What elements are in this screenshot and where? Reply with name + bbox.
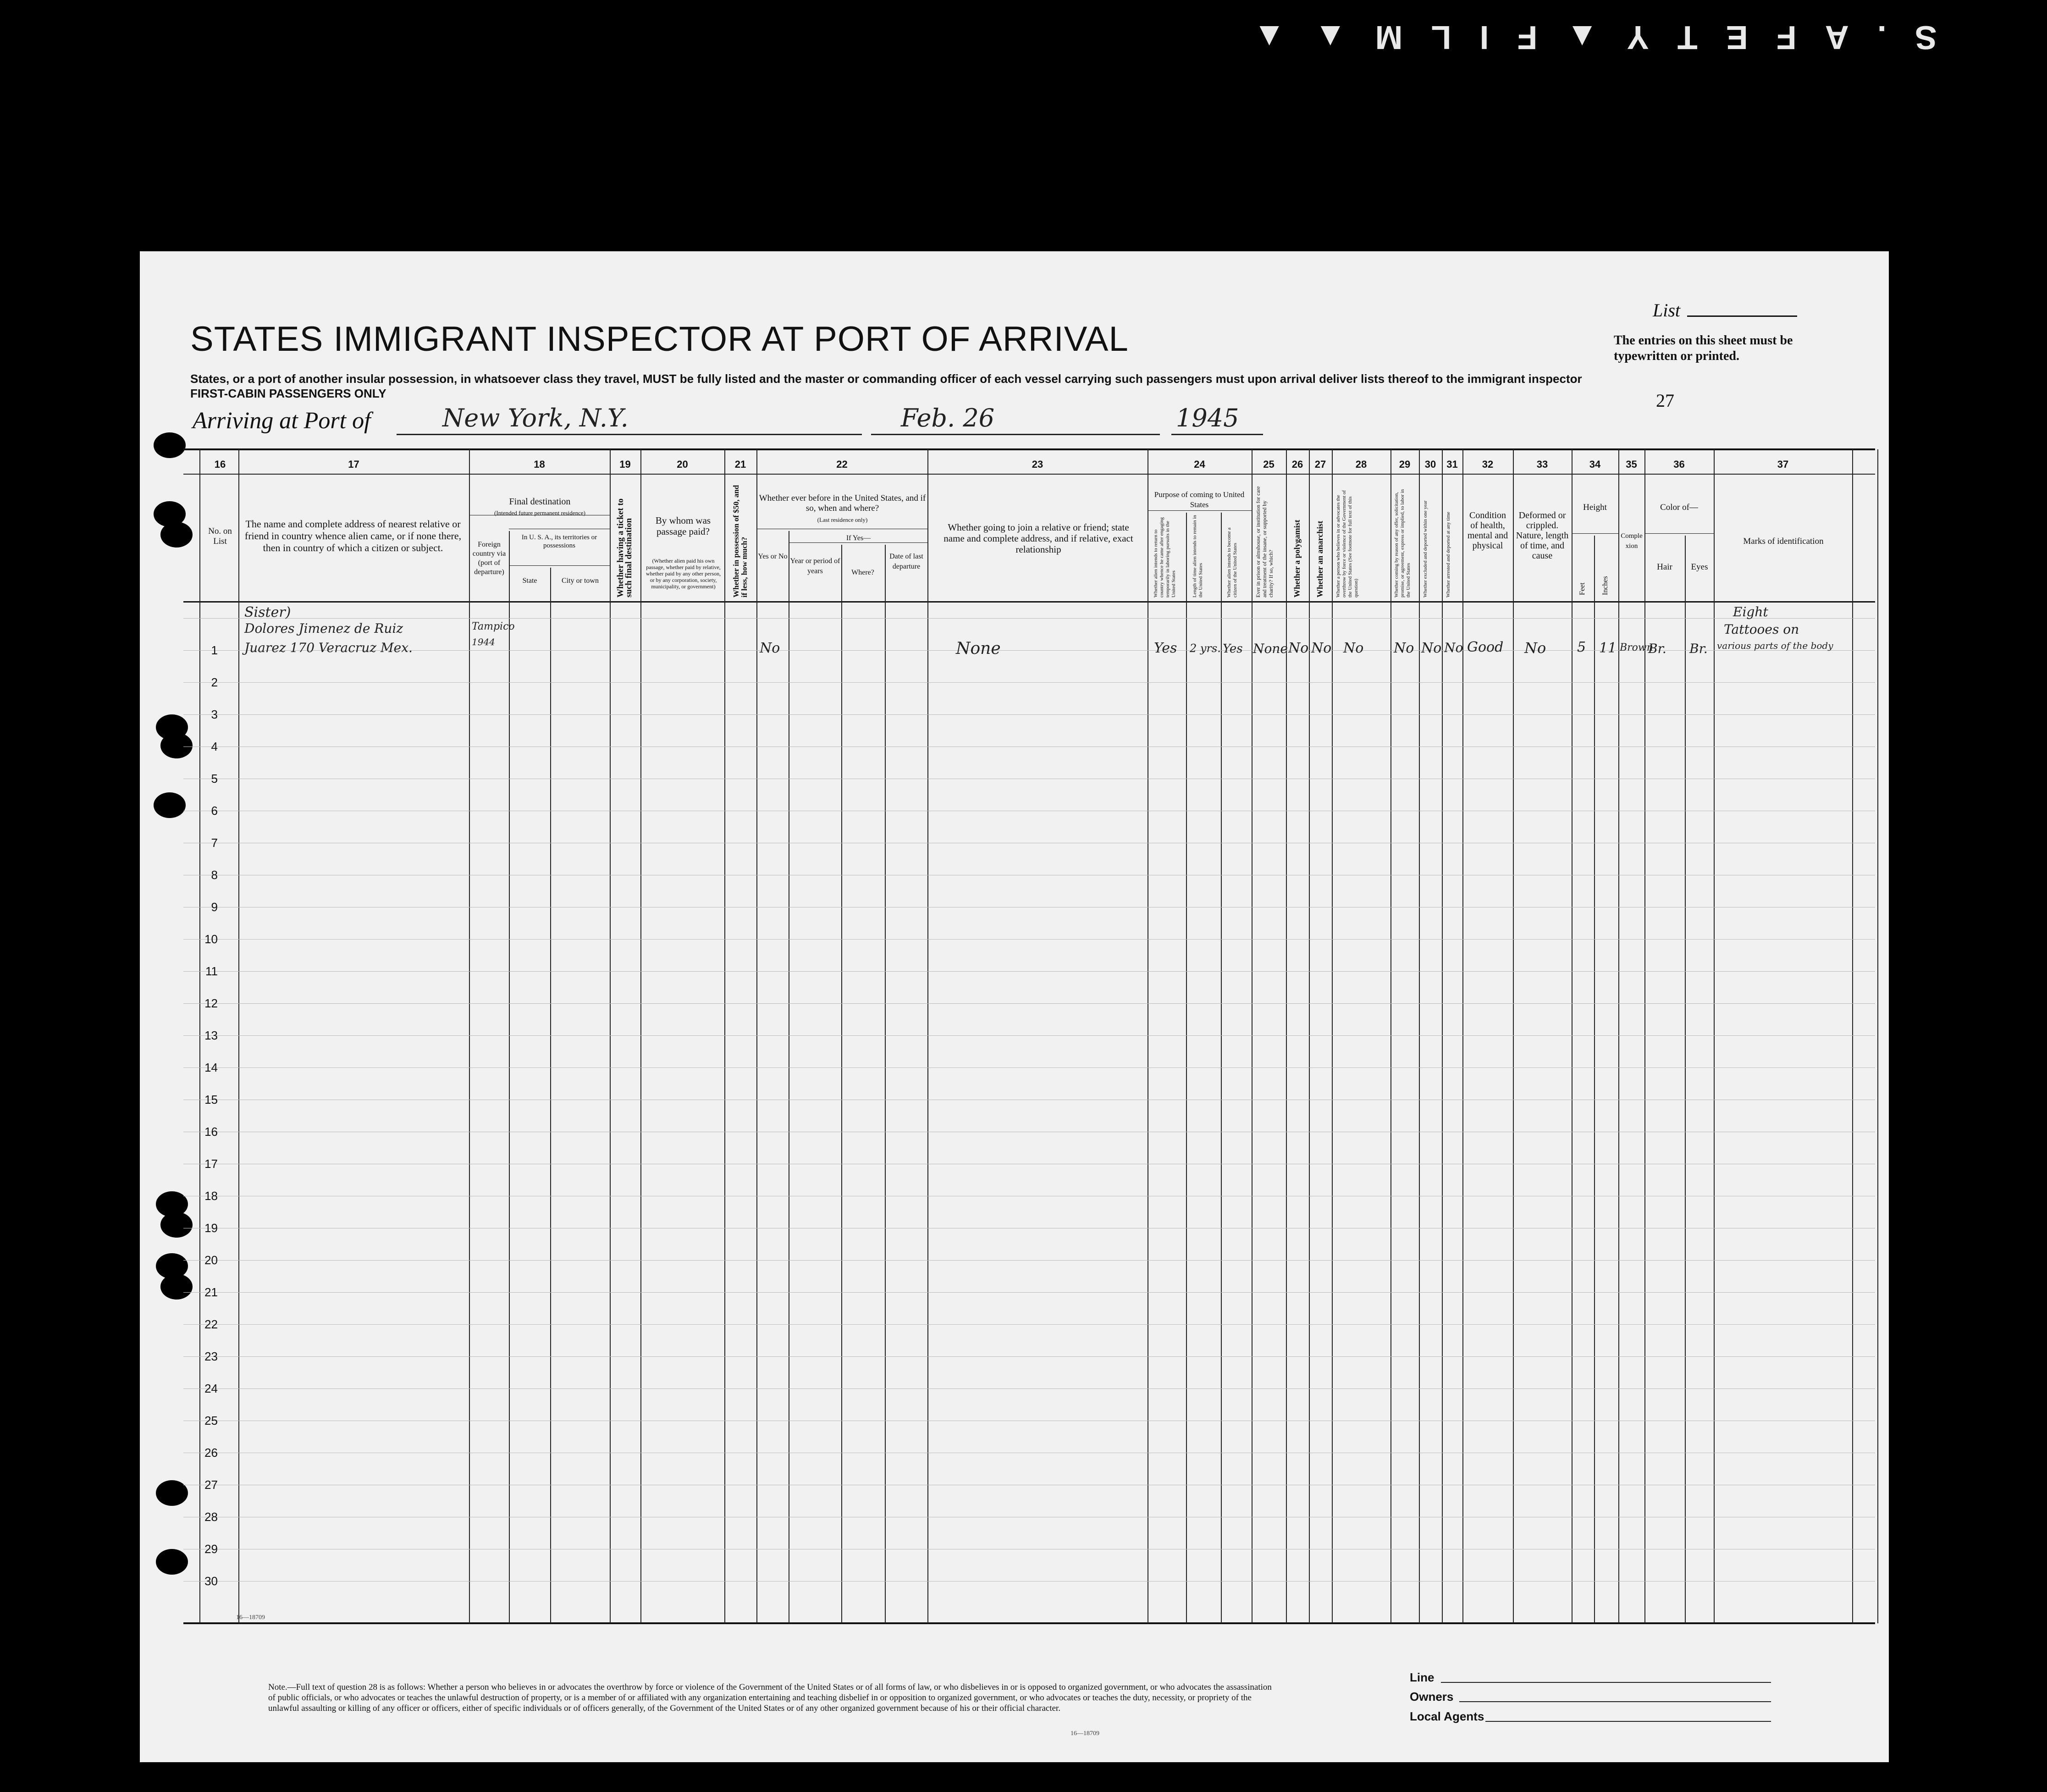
subcol-rule [1148,510,1252,511]
header-join-relative: Whether going to join a relative or friend; state name and complete address, and if relative, exact relationship [943,522,1133,555]
header-no-on-list: No. on List [208,526,232,546]
header-height: Height [1583,503,1607,512]
column-divider [469,449,470,1623]
header-ticket: Whether having a ticket to such final destination [616,498,634,597]
header-city: City or town [562,577,599,585]
header-polygamist: Whether a polygamist [1292,520,1302,597]
column-divider [927,449,928,1623]
column-number: 29 [1399,459,1411,470]
header-marks: Marks of identification [1743,536,1824,546]
row-rule [183,1581,1875,1582]
column-divider [1309,449,1310,1623]
column-divider [640,449,641,1623]
entry-contract-labor: No [1394,640,1414,656]
entry-relative-line-2: Dolores Jimenez de Ruiz [244,621,403,636]
header-excluded: Whether excluded and deported within one year [1423,500,1428,597]
header-contract-labor: Whether coming by reason of any offer, solicitation, promise, or agreement, express or implied, to labor in the United States [1394,489,1411,597]
header-final-destination-sub: (Intended future permanent residence) [494,509,585,516]
subheader-rule [183,474,1875,475]
subtitle-line-1: States, or a port of another insular possession, in whatsoever class they travel, MUST be fully listed and the master or commanding officer of each vessel carrying such passengers must upon arrival deliver lists thereof to the immigrant inspector [190,372,1582,386]
year-underline [1171,434,1263,435]
column-divider [1186,513,1187,1623]
column-number: 22 [836,459,848,470]
column-divider [1462,449,1463,1623]
header-passage-sub: (Whether alien paid his own passage, whether paid by relative, whether paid by any other person, or by any corporation, society, municipality, or government) [646,558,721,590]
subcol-rule [509,565,610,566]
row-number: 10 [204,932,218,946]
row-rule [183,1003,1875,1004]
row-number: 11 [205,964,218,978]
subtitle [190,371,1657,401]
row-number: 17 [204,1157,218,1171]
header-in-usa: In U. S. A., its territories or possessions [521,534,597,549]
column-number: 28 [1355,459,1367,470]
sheet-number: 27 [1656,390,1674,411]
header-complexion: Complexion [1621,532,1643,550]
date-underline [871,434,1160,435]
row-number: 2 [211,675,218,689]
column-divider [1332,449,1333,1623]
column-divider [1685,536,1686,1623]
form-number-left: 16—18709 [236,1614,265,1621]
port-value: New York, N.Y. [442,404,629,432]
entry-marks-line-3: various parts of the body [1717,640,1833,651]
entry-join-relative: None [956,639,1001,658]
year-value: 1945 [1176,404,1239,432]
entry-marks-line-2: Tattooes on [1724,622,1799,637]
column-number: 30 [1424,459,1436,470]
arriving-label: Arriving at Port of [193,408,371,434]
row-rule [183,939,1875,940]
header-where: Where? [851,569,874,576]
header-prison: Ever in prison or almshouse, or institution for care and treatment of the insane, or supported by charity? If so, which? [1255,486,1274,597]
row-number: 21 [204,1285,218,1299]
row-number: 3 [211,708,218,721]
row-number: 16 [204,1125,218,1139]
column-divider [238,449,239,1623]
punch-hole [160,733,193,758]
entries-note: The entries on this sheet must be typewritten or printed. [1614,333,1793,363]
row-number: 19 [204,1221,218,1235]
header-become-citizen: Whether alien intends to become a citizen of the United States [1226,527,1238,597]
row-number: 20 [204,1253,218,1267]
row-rule [183,1292,1875,1293]
entry-complexion: Brown [1620,642,1653,653]
row-rule [183,1260,1875,1261]
header-deformed: Deformed or crippled. Nature, length of time, and cause [1516,510,1569,561]
header-health: Condition of health, mental and physical [1467,510,1508,551]
local-agents-field [1485,1721,1771,1722]
entry-foreign-port: Tampico [472,621,515,632]
entry-overthrow: No [1343,640,1364,656]
column-divider [1877,449,1878,1623]
entry-eyes: Br. [1689,641,1708,656]
column-divider [724,449,725,1623]
row-number: 24 [204,1382,218,1395]
header-ever-before-sub: (Last residence only) [817,516,868,523]
row-number: 23 [204,1350,218,1363]
row-number: 28 [204,1510,218,1524]
row-number: 29 [204,1542,218,1556]
punch-hole [160,1274,193,1300]
list-label: List [1653,300,1681,321]
header-if-yes: If Yes— [846,534,871,542]
punch-hole [154,792,186,818]
column-divider [1390,449,1391,1623]
entry-before-in-us: No [760,640,780,656]
line-label: Line [1410,1670,1435,1684]
header-bottom-rule [183,601,1875,603]
header-inches: Inches [1601,576,1609,595]
row-rule [183,618,1875,619]
column-divider [1286,449,1287,1623]
row-number: 6 [211,804,218,818]
column-number: 37 [1777,459,1789,470]
row-number: 27 [204,1478,218,1492]
row-number: 12 [204,996,218,1010]
header-passage: By whom was passage paid? [655,515,711,537]
local-agents-label: Local Agents [1410,1709,1484,1723]
table-top-rule [183,448,1875,450]
entry-relative-line-1: Sister) [244,604,291,620]
column-number: 21 [734,459,746,470]
row-rule [183,1356,1875,1357]
row-number: 1 [211,643,218,657]
column-number: 27 [1314,459,1326,470]
header-length-stay: Length of time alien intends to remain in the United States [1192,515,1203,597]
column-number: 35 [1626,459,1637,470]
header-relative: The name and complete address of nearest relative or friend in country whence alien came, or if none there, then in country of which a citizen or subject. [244,518,462,553]
row-rule [183,1388,1875,1389]
entry-anarchist: No [1311,640,1332,656]
manifest-page [140,251,1889,1762]
entry-height-inches: 11 [1599,640,1617,656]
table-bottom-rule [183,1622,1875,1624]
entry-excluded: No [1421,640,1442,656]
column-number: 33 [1536,459,1548,470]
column-number: 24 [1194,459,1205,470]
row-rule [183,1067,1875,1068]
header-final-destination: Final destination [509,497,571,507]
entry-deformed: No [1524,639,1546,657]
subtitle-line-2: FIRST-CABIN PASSENGERS ONLY [190,387,386,400]
header-last-departure: Date of last departure [889,553,923,570]
header-color-of: Color of— [1660,503,1698,512]
subcol-rule [1572,533,1618,534]
date-value: Feb. 26 [901,404,995,432]
header-deported: Whether arrested and deported at any time [1446,512,1451,597]
port-underline [397,434,862,435]
column-divider [885,545,886,1623]
header-yes-no: Yes or No [758,553,788,560]
owners-label: Owners [1410,1690,1454,1704]
row-number: 4 [211,740,218,753]
entry-purpose-return: Yes [1154,640,1177,656]
column-divider [1513,449,1514,1623]
column-number: 36 [1673,459,1685,470]
row-rule [183,714,1875,715]
column-number: 17 [348,459,359,470]
row-rule [183,1324,1875,1325]
column-number: 34 [1589,459,1601,470]
footnote: Note.—Full text of question 28 is as follows: Whether a person who believes in or advocates the overthrow by force or violence of the Government of the United States or of all forms of law, or who disbelieves in or is opposed to organized government, or who advocates the assassination of public officials, or who advocates or teaches the unlawful destruction of property, or is a member of or affiliated with any organization entertaining and teaching disbelief in or opposition to organized government, or who advocates or teaches the duty, necessity, or propriety of the unlawful assaulting or killing of any officer or officers, either of specific individuals or of officers generally, of the Government of the United States or of any other organized government because of his or their official character. [268,1682,1272,1713]
punch-hole [160,522,193,548]
column-divider [509,531,510,1623]
column-divider [1618,449,1619,1623]
header-feet: Feet [1578,582,1586,595]
punch-hole [156,1549,188,1575]
column-divider [1419,449,1420,1623]
column-divider [841,545,842,1623]
punch-hole [160,1212,193,1238]
row-number: 30 [204,1574,218,1588]
row-number: 22 [204,1317,218,1331]
entry-marks-line-1: Eight [1733,604,1768,619]
column-number: 31 [1446,459,1458,470]
subcol-rule [789,542,927,543]
column-divider [1852,449,1853,1623]
column-divider [1644,449,1645,1623]
form-number-right: 16—18709 [1070,1730,1099,1737]
column-divider [756,449,757,1623]
entry-relative-line-3: Juarez 170 Veracruz Mex. [244,640,413,655]
column-number: 25 [1263,459,1275,470]
entry-foreign-port-year: 1944 [472,636,495,647]
row-number: 18 [204,1189,218,1203]
film-banner: S.AFETY▲FILM▲▲ [1225,19,1937,55]
column-number: 23 [1032,459,1043,470]
column-number: 32 [1482,459,1494,470]
column-divider [550,568,551,1623]
column-number: 19 [619,459,631,470]
punch-hole [156,1480,188,1506]
entry-height-feet: 5 [1577,639,1586,655]
entry-health: Good [1467,639,1504,655]
header-state: State [522,577,537,585]
column-divider [1594,536,1595,1623]
subcol-rule [1644,533,1714,534]
row-rule [183,682,1875,683]
header-possession-50: Whether in possession of $50, and if less, how much? [732,485,749,597]
entry-become-citizen: Yes [1223,642,1243,656]
column-number: 26 [1291,459,1303,470]
row-number: 9 [211,900,218,914]
punch-hole [154,432,186,458]
header-hair: Hair [1657,562,1672,572]
line-field [1441,1682,1771,1683]
header-purpose-return: Whether alien intends to return to country whence he came after engaging temporarily in laboring pursuits in the United States [1153,517,1176,597]
row-number: 15 [204,1093,218,1106]
row-number: 5 [211,772,218,785]
entry-deported: No [1444,640,1463,655]
entry-hair: Br. [1648,641,1666,656]
row-number: 14 [204,1061,218,1074]
column-number: 16 [214,459,226,470]
header-anarchist: Whether an anarchist [1315,520,1324,597]
entry-length-of-stay: 2 yrs. [1190,642,1221,655]
row-number: 7 [211,836,218,850]
row-number: 25 [204,1414,218,1427]
entry-polygamist: No [1288,640,1309,656]
header-overthrow: Whether a person who believes in or advocates the overthrow by force or violence of the Government of the United States (See footnote for full text of this question) [1335,490,1359,597]
column-number: 18 [534,459,545,470]
column-number: 20 [677,459,688,470]
column-divider [1221,513,1222,1623]
owners-field [1459,1701,1771,1702]
column-divider [1442,449,1443,1623]
entry-prison: None [1253,641,1288,656]
list-number-line [1687,315,1797,317]
row-rule [183,971,1875,972]
header-ever-before: Whether ever before in the United States, and if so, when and where? [759,493,926,513]
row-rule [183,1035,1875,1036]
header-year-period: Year or period of years [790,557,840,575]
page-title: STATES IMMIGRANT INSPECTOR AT PORT OF ARRIVAL [190,320,1129,359]
header-purpose: Purpose of coming to United States [1154,490,1245,509]
column-divider [1714,449,1715,1623]
row-number: 13 [204,1029,218,1042]
row-number: 26 [204,1446,218,1460]
column-divider [610,449,611,1623]
header-eyes: Eyes [1691,562,1708,572]
header-foreign-port: Foreign country via (port of departure) [472,541,506,576]
row-number: 8 [211,868,218,882]
